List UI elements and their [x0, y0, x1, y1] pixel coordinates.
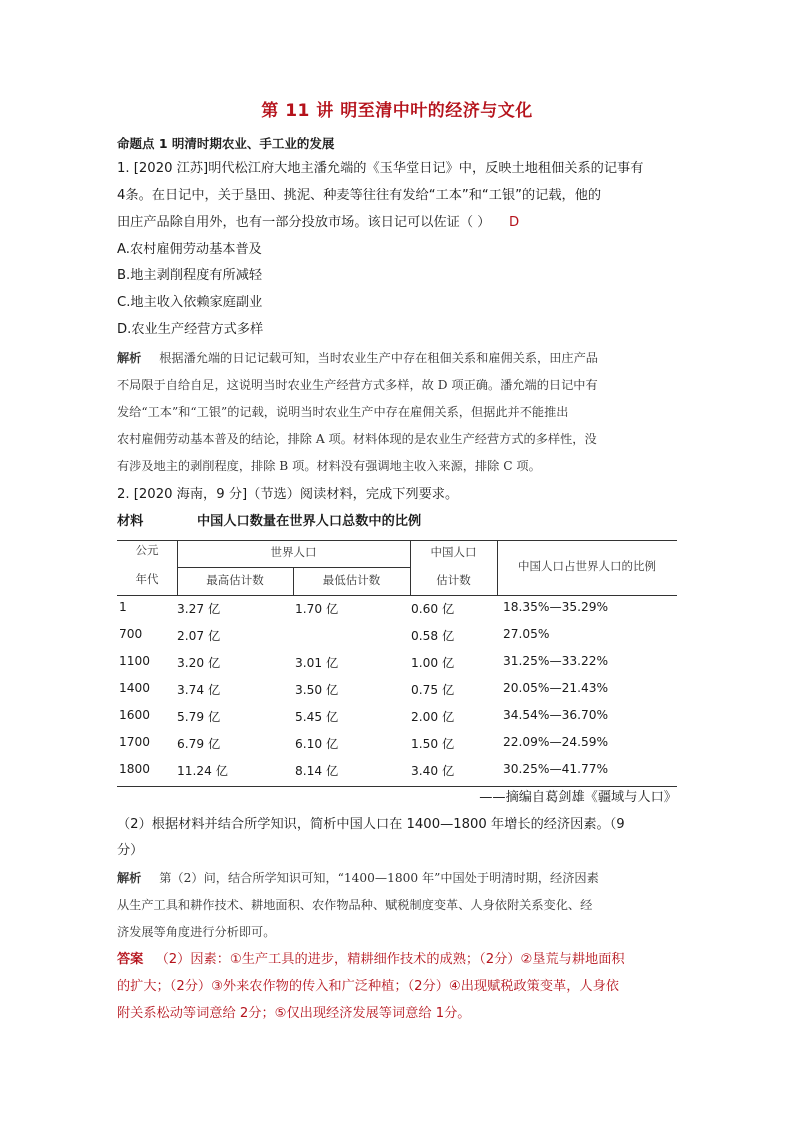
q1-option-b: B.地主剥削程度有所减轻: [117, 268, 263, 283]
q1-answer: D: [509, 215, 520, 230]
cell-high: 5.79 亿: [177, 710, 221, 724]
q1-explain-line-1: [117, 348, 598, 368]
material-source: ——摘编自葛剑雄《疆域与人口》: [479, 790, 677, 805]
th-world-high: 最高估计数: [206, 573, 264, 587]
q2-answer-line-2: 的扩大；（2分）③外来农作物的传入和广泛种植；（2分）④出现赋税政策变革，人身依: [117, 979, 619, 994]
cell-high: 2.07 亿: [177, 629, 221, 643]
table-top-rule: [117, 540, 677, 541]
th-year-1: 公元: [135, 543, 159, 557]
q1-explain-label: 解析: [117, 351, 142, 365]
q2-answer-line-3: 附关系松动等词意给 2分；⑤仅出现经济发展等词意给 1分。: [117, 1006, 471, 1021]
cell-high: 11.24 亿: [177, 764, 228, 778]
q1-stem-line-3: [117, 213, 490, 233]
cell-china: 1.50 亿: [411, 737, 455, 751]
q1-stem-line-2: 4条。在日记中，关于垦田、挑泥、种麦等往往有发给“工本”和“工银”的记载，他的: [117, 188, 602, 203]
cell-low: 5.45 亿: [295, 710, 339, 724]
q1-stem-text: 田庄产品除自用外，也有一部分投放市场。该日记可以佐证（ ）: [117, 215, 491, 230]
th-china-1: 中国人口: [430, 545, 477, 559]
q2-answer-text-1: （2）因素：①生产工具的进步，精耕细作技术的成熟；（2分）②垦荒与耕地面积: [155, 952, 625, 967]
q1-option-c: C.地主收入依赖家庭副业: [117, 295, 263, 310]
q1-stem-line-1: 1. [2020 江苏]明代松江府大地主潘允端的《玉华堂日记》中，反映土地租佃关系的记事有: [117, 161, 644, 176]
q1-explain-line-5: 有涉及地主的剥削程度，排除 B 项。材料没有强调地主收入来源，排除 C 项。: [117, 459, 541, 473]
q2-material-label: 材料: [117, 514, 144, 529]
cell-china: 0.60 亿: [411, 602, 455, 616]
cell-ratio: 22.09%—24.59%: [503, 735, 609, 749]
table-header-bottom-rule: [117, 595, 677, 596]
cell-china: 0.58 亿: [411, 629, 455, 643]
q2-explain-line-2: 从生产工具和耕作技术、耕地面积、农作物品种、赋税制度变革、人身依附关系变化、经: [117, 898, 593, 912]
page-title: 第 11 讲 明至清中叶的经济与文化: [261, 101, 533, 121]
cell-china: 1.00 亿: [411, 656, 455, 670]
cell-low: 3.50 亿: [295, 683, 339, 697]
q1-explain-line-3: 发给“工本”和“工银”的记载，说明当时农业生产中存在雇佣关系，但据此并不能推出: [117, 405, 569, 419]
cell-high: 3.20 亿: [177, 656, 221, 670]
cell-year: 1: [119, 600, 127, 614]
th-year-2: 年代: [135, 572, 159, 586]
q2-explain-line-3: 济发展等角度进行分析即可。: [117, 925, 276, 939]
q1-option-d: D.农业生产经营方式多样: [117, 322, 264, 337]
cell-ratio: 30.25%—41.77%: [503, 762, 609, 776]
cell-ratio: 20.05%—21.43%: [503, 681, 609, 695]
cell-high: 6.79 亿: [177, 737, 221, 751]
cell-ratio: 18.35%—35.29%: [503, 600, 609, 614]
cell-low: 1.70 亿: [295, 602, 339, 616]
q2-intro: 2. [2020 海南，9 分]（节选）阅读材料，完成下列要求。: [117, 487, 459, 502]
th-china-2: 估计数: [436, 573, 471, 587]
th-world: 世界人口: [270, 545, 317, 559]
q2-answer-label: 答案: [117, 952, 144, 967]
cell-year: 1400: [119, 681, 151, 695]
cell-low: 6.10 亿: [295, 737, 339, 751]
cell-low: 8.14 亿: [295, 764, 339, 778]
q2-explain-line-1: [117, 868, 599, 888]
cell-year: 700: [119, 627, 143, 641]
cell-ratio: 34.54%—36.70%: [503, 708, 609, 722]
cell-high: 3.27 亿: [177, 602, 221, 616]
th-world-low: 最低估计数: [322, 573, 381, 587]
q2-question-line-1: （2）根据材料并结合所学知识，简析中国人口在 1400—1800 年增长的经济因素。（9: [117, 817, 625, 832]
cell-china: 3.40 亿: [411, 764, 455, 778]
cell-year: 1100: [119, 654, 151, 668]
cell-year: 1700: [119, 735, 151, 749]
q1-option-a: A.农村雇佣劳动基本普及: [117, 242, 262, 257]
q2-explain-text-1: 第（2）问，结合所学知识可知，“1400—1800 年”中国处于明清时期，经济因素: [159, 871, 599, 885]
q2-explain-label: 解析: [117, 871, 142, 885]
cell-ratio: 27.05%: [503, 627, 550, 641]
cell-china: 0.75 亿: [411, 683, 455, 697]
q1-explain-line-4: 农村雇佣劳动基本普及的结论，排除 A 项。材料体现的是农业生产经营方式的多样性，没: [117, 432, 597, 446]
cell-china: 2.00 亿: [411, 710, 455, 724]
q2-answer-line-1: [117, 950, 625, 970]
q2-question-line-2: 分）: [117, 843, 144, 858]
q1-explain-text-1: 根据潘允端的日记记载可知，当时农业生产中存在租佃关系和雇佣关系，田庄产品: [159, 351, 598, 365]
cell-low: 3.01 亿: [295, 656, 339, 670]
cell-year: 1600: [119, 708, 151, 722]
q2-material-title: 中国人口数量在世界人口总数中的比例: [197, 514, 422, 529]
cell-high: 3.74 亿: [177, 683, 221, 697]
cell-ratio: 31.25%—33.22%: [503, 654, 609, 668]
cell-year: 1800: [119, 762, 151, 776]
q1-explain-line-2: 不局限于自给自足，这说明当时农业生产经营方式多样，故 D 项正确。潘允端的日记中有: [117, 378, 598, 392]
section-heading: 命题点 1 明清时期农业、手工业的发展: [117, 136, 335, 151]
th-ratio: 中国人口占世界人口的比例: [518, 559, 656, 573]
